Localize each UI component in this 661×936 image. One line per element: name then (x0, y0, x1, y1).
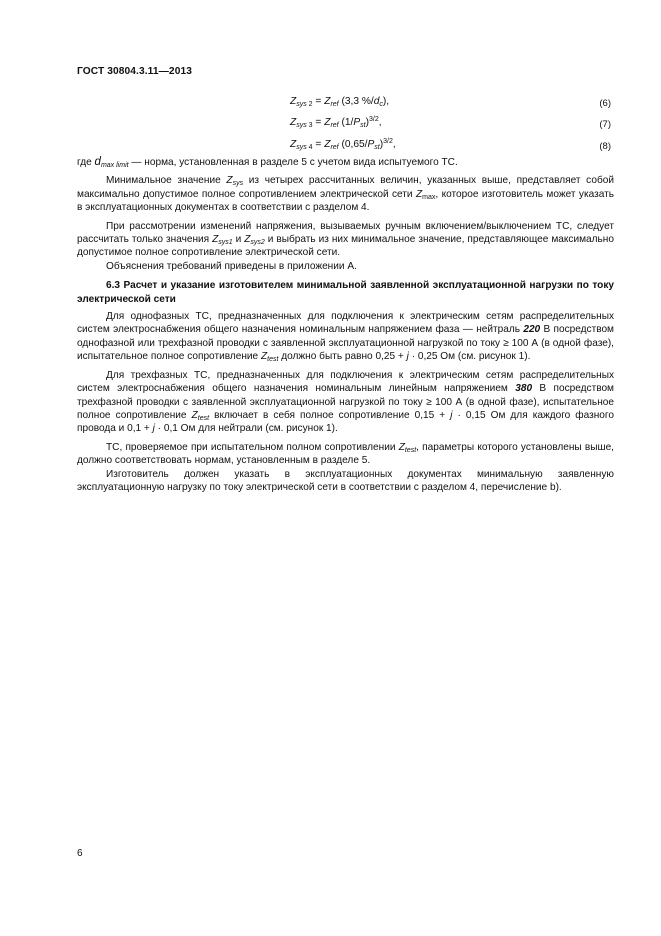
paragraph: Для трехфазных ТС, предназначенных для подключения к электрическим сетям распределительных систем электроснабжения общего назначения номинальным линейным напряжением 380 В посредством трехфазной проводки с заявленной эксплуатационной нагрузкой по току ≥ 100 А (в одной фазе), испытательное полное сопротивление $Z_{test}$ включает в себя полное сопротивление 0,15 + j · 0,15 Ом для каждого фазного провода и 0,1 + j · 0,1 Ом для нейтрали (см. рисунок 1). (77, 369, 614, 435)
paragraph: ТС, проверяемое при испытательном полном сопротивлении $Z_{test}$, параметры которого установлены выше, должно соответствовать нормам, установленным в разделе 5. (77, 441, 614, 467)
page-number: 6 (77, 848, 83, 859)
formula-7: $Z_{sys 3} = Z_{ref}$ $(1/P_{st})^{3/2}$, (290, 116, 382, 129)
section-heading: 6.3 Расчет и указание изготовителем минимальной заявленной эксплуатационной нагрузки по току электрической сети (77, 280, 614, 305)
paragraph: Изготовитель должен указать в эксплуатационных документах минимальную заявленную эксплуатационную нагрузку по току электрической сети в соответствии с разделом 4, перечисление b). (77, 468, 614, 493)
document-header: ГОСТ 30804.3.11—2013 (77, 66, 192, 77)
formula-number: (8) (599, 141, 611, 152)
paragraph: При рассмотрении изменений напряжения, вызываемых ручным включением/выключением ТС, следует рассчитать только значения $Z_{sys1}$ и $Z_{sys2}$ и выбрать из них минимальное значение, представляющее максимально допустимое полное сопротивление электрической сети. (77, 220, 614, 259)
paragraph: где $d_{max limit}$ — норма, установленная в разделе 5 с учетом вида испытуемого ТС. (77, 156, 458, 169)
formula-8: $Z_{sys 4} = Z_{ref}$ $(0,65/P_{st})^{3/2}$, (290, 138, 396, 151)
formula-number: (7) (599, 119, 611, 130)
formula-6: $Z_{sys 2} = Z_{ref}$ (3,3 $\%/d_c$), (290, 96, 390, 108)
paragraph: Объяснения требований приведены в приложении А. (106, 260, 357, 272)
paragraph: Для однофазных ТС, предназначенных для подключения к электрическим сетям распределительных систем электроснабжения общего назначения номинальным напряжением фаза — нейтраль 220 В посредством однофазной или трехфазной проводки с заявленной эксплуатационной нагрузкой по току ≥ 100 А (в одной фазе), испытательное полное сопротивление $Z_{test}$ должно быть равно 0,25 + j · 0,25 Ом (см. рисунок 1). (77, 311, 614, 364)
paragraph: Минимальное значение $Z_{sys}$ из четырех рассчитанных величин, указанных выше, представляет собой максимально допустимое полное сопротивлением электрической сети $Z_{max}$, которое изготовитель может указать в эксплуатационных документах в соответствии с разделом 4. (77, 175, 614, 214)
body-text (77, 156, 614, 494)
formula-number: (6) (599, 98, 611, 109)
